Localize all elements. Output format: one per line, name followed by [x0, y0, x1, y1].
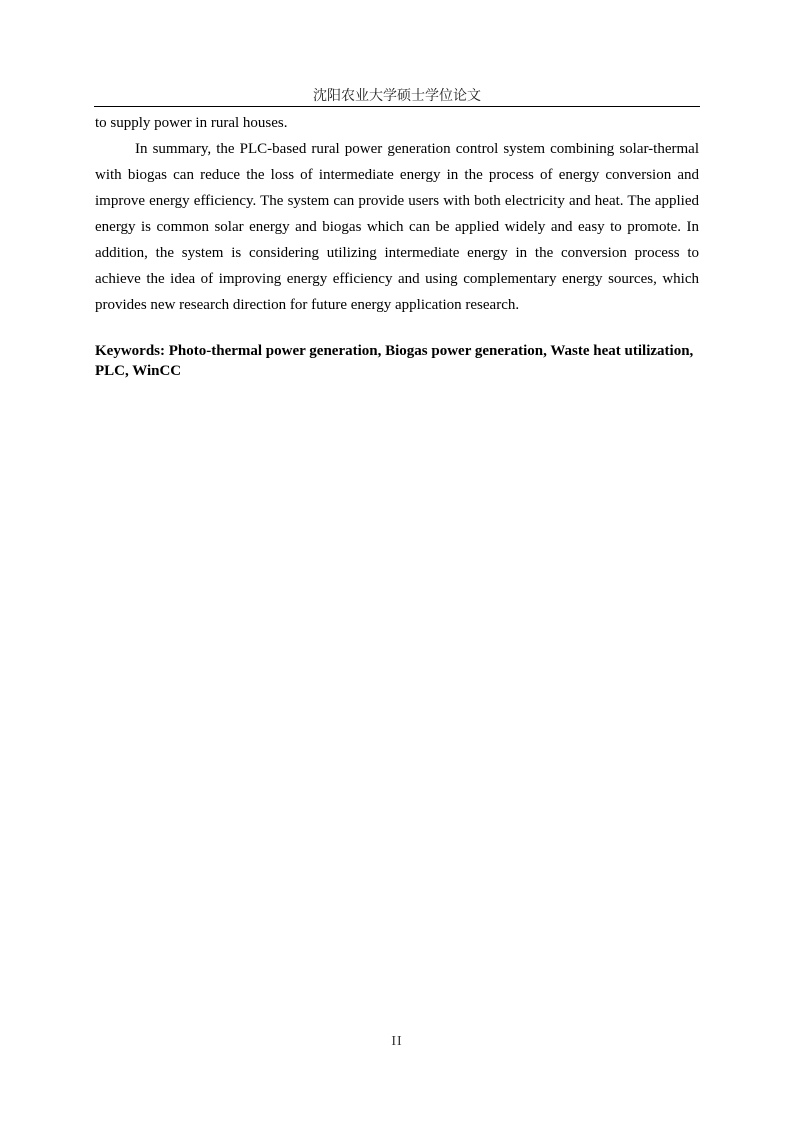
running-header: 沈阳农业大学硕士学位论文 — [313, 88, 481, 104]
page-number: II — [391, 1034, 403, 1049]
body-text — [95, 110, 699, 318]
summary-paragraph: In summary, the PLC-based rural power generation control system combining solar-thermal with biogas can reduce the loss of intermediate energy in the process of energy conversion and improve energy efficiency. The system can provide users with both electricity and heat. The applied energy is common solar energy and biogas which can be applied widely and easy to promote. In addition, the system is considering utilizing intermediate energy in the conversion process to achieve the idea of improving energy efficiency and using complementary energy sources, which provides new research direction for future energy application research. — [95, 141, 699, 313]
keywords-label: Keywords: — [95, 343, 169, 359]
keywords-terms: Photo-thermal power generation, Biogas power generation, Waste heat utilization, PLC, WinCC — [95, 343, 694, 379]
keywords-section — [95, 341, 699, 381]
continuation-line: to supply power in rural houses. — [95, 115, 288, 131]
header-rule — [94, 106, 700, 107]
